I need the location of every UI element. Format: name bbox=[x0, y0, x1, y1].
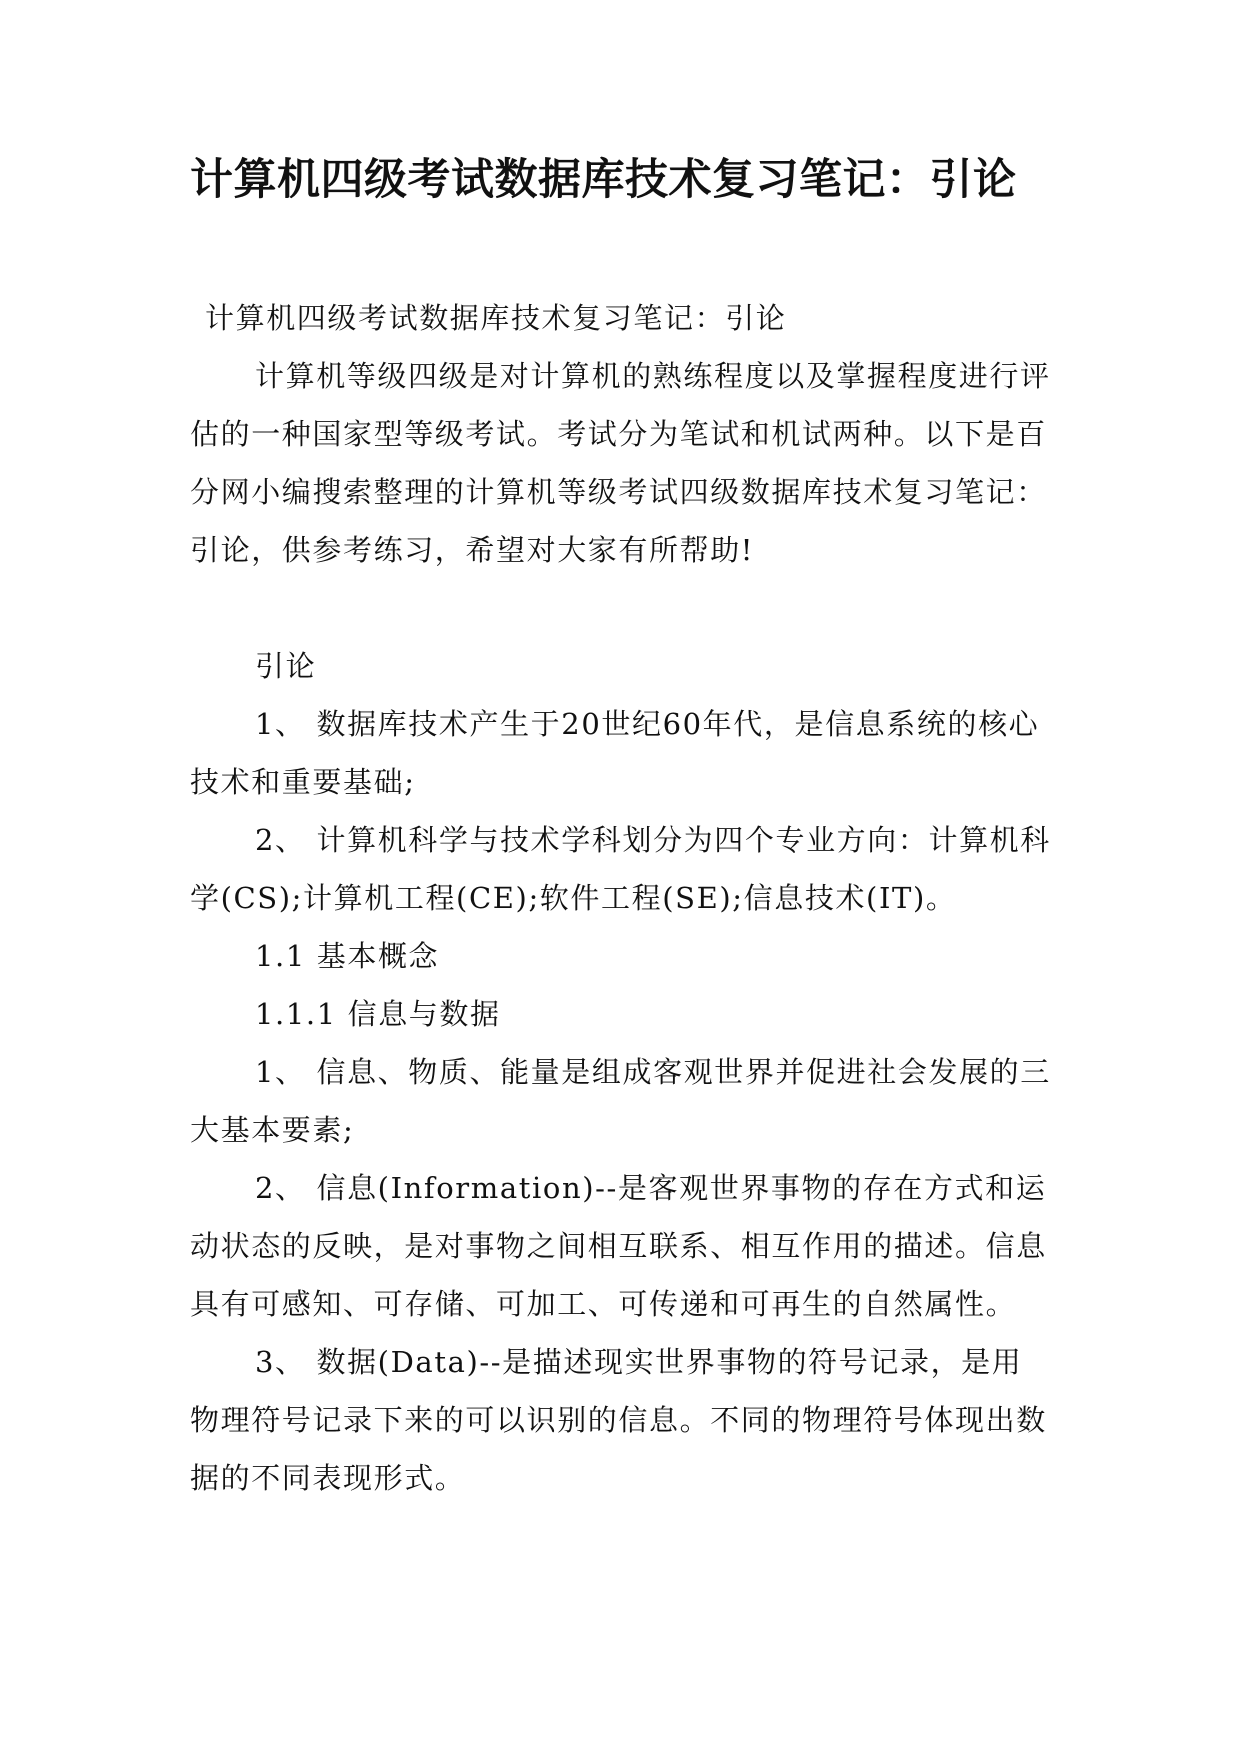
list-item-info-2: 2、 信息(Information)--是客观世界事物的存在方式和运动状态的反映，是对事物之间相互联系、相互作用的描述。信息具有可感知、可存储、可加工、可传递和可再生的自然属性。 bbox=[190, 1171, 1047, 1321]
list-item-info-1: 1、 信息、物质、能量是组成客观世界并促进社会发展的三大基本要素; bbox=[190, 1055, 1051, 1147]
list-item-1: 1、 数据库技术产生于20世纪60年代，是信息系统的核心技术和重要基础; bbox=[190, 707, 1040, 799]
document-title: 计算机四级考试数据库技术复习笔记：引论 bbox=[190, 155, 1017, 205]
list-item-info-3: 3、 数据(Data)--是描述现实世界事物的符号记录，是用物理符号记录下来的可以识别的信息。不同的物理符号体现出数据的不同表现形式。 bbox=[190, 1345, 1047, 1495]
document-body bbox=[190, 289, 1052, 1507]
section-heading-basic-concepts: 1.1 基本概念 bbox=[255, 939, 440, 973]
subsection-heading-information-data: 1.1.1 信息与数据 bbox=[255, 997, 501, 1031]
intro-paragraph: 计算机等级四级是对计算机的熟练程度以及掌握程度进行评估的一种国家型等级考试。考试分为笔试和机试两种。以下是百分网小编搜索整理的计算机等级考试四级数据库技术复习笔记：引论，供参考练习，希望对大家有所帮助! bbox=[190, 359, 1051, 567]
subtitle-paragraph: 计算机四级考试数据库技术复习笔记：引论 bbox=[205, 301, 787, 335]
paragraph-spacer bbox=[190, 579, 1052, 637]
list-item-2: 2、 计算机科学与技术学科划分为四个专业方向：计算机科学(CS);计算机工程(CE);软件工程(SE);信息技术(IT)。 bbox=[190, 823, 1051, 915]
section-heading-introduction: 引论 bbox=[255, 649, 317, 683]
